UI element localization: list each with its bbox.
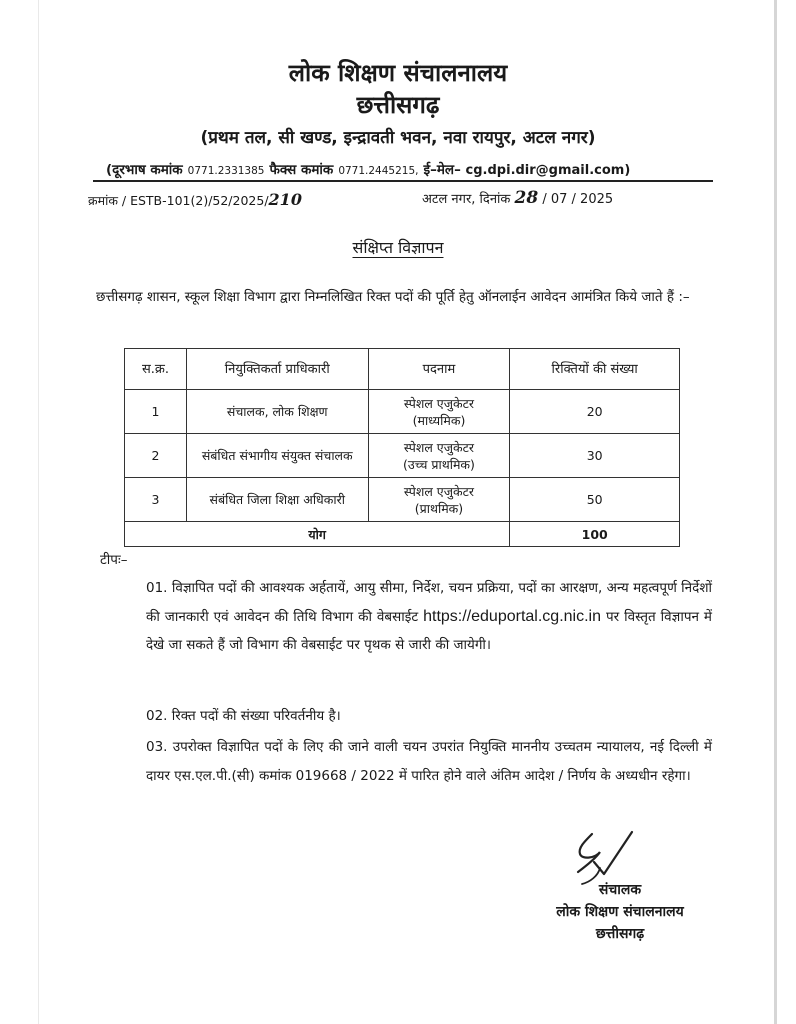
scan-edge-left [38, 0, 39, 1024]
total-label: योग [125, 522, 510, 547]
note-number: 03. [146, 739, 168, 755]
scan-edge-right [774, 0, 777, 1024]
notice-intro: छत्तीसगढ़ शासन, स्कूल शिक्षा विभाग द्वारा निम्नलिखित रिक्त पदों की पूर्ति हेतु ऑनलाईन आवेदन आमंत्रित किये जाते हैं :– [96, 289, 690, 305]
cell-post [368, 478, 510, 522]
date-prefix: अटल नगर, दिनांक [422, 192, 511, 207]
post-level: (प्राथमिक) [414, 500, 464, 516]
note-text-continued: पर विस्तृत विज्ञापन में देखे जा सकते हैं जो विभाग की वेबसाईट पर पृथक से जारी की जायेगी। [146, 608, 713, 653]
cell-post [368, 434, 510, 478]
state-title: छत्तीसगढ़ [356, 91, 440, 119]
cell-sno: 1 [125, 390, 187, 434]
reference-number [88, 190, 302, 209]
signatory-office: लोक शिक्षण संचालनालय [556, 904, 684, 920]
office-address: (प्रथम तल, सी खण्ड, इन्द्रावती भवन, नवा रायपुर, अटल नगर) [200, 128, 596, 148]
cell-count: 50 [510, 478, 680, 522]
signature-mark [570, 828, 650, 888]
signatory-state: छत्तीसगढ़ [595, 926, 645, 942]
date-day-handwritten: 28 [514, 188, 539, 208]
cell-sno: 2 [125, 434, 187, 478]
post-name: स्पेशल एजुकेटर [403, 439, 475, 455]
fax-number: 0771.2445215, [338, 165, 419, 177]
fax-label: फैक्स कमांक [269, 162, 334, 178]
note-text: उपरोक्त विज्ञापित पदों के लिए की जाने वाली चयन उपरांत नियुक्ति माननीय उच्चतम न्यायालय, नई दिल्ली में दायर एस.एल.पी.(सी) कमांक 019668 / 2022 में पारित होने वाले अंतिम आदेश / निर्णय के अध्यधीन रहेगा। [146, 739, 712, 784]
note-item [146, 733, 712, 790]
reference-prefix: क्रमांक / ESTB-101(2)/52/2025/ [88, 193, 269, 208]
post-level: (माध्यमिक) [412, 412, 466, 428]
date-suffix: / 07 / 2025 [542, 192, 614, 207]
note-number: 01. [146, 580, 168, 596]
phone-label: (दूरभाष कमांक [106, 162, 183, 178]
notes-label: टीपः– [100, 552, 128, 568]
contact-line [106, 160, 630, 178]
cell-authority: संबंधित संभागीय संयुक्त संचालक [186, 434, 368, 478]
vacancy-table [124, 348, 680, 547]
note-text: रिक्त पदों की संख्या परिवर्तनीय है। [171, 708, 341, 724]
post-name: स्पेशल एजुकेटर [403, 395, 475, 411]
note-item [146, 574, 712, 660]
reference-date [422, 188, 613, 208]
note-item [146, 702, 712, 731]
reference-handwritten-number: 210 [268, 190, 302, 209]
note-text: विज्ञापित पदों की आवश्यक अर्हतायें, आयु सीमा, निर्देश, चयन प्रक्रिया, पदों का आरक्षण, अन्य महत्वपूर्ण निर्देशों की जानकारी एवं आवेदन की तिथि विभाग की वेबसाईट [146, 580, 713, 625]
post-level: (उच्च प्राथमिक) [403, 456, 475, 472]
header-authority: नियुक्तिकर्ता प्राधिकारी [186, 349, 368, 390]
cell-authority: संचालक, लोक शिक्षण [186, 390, 368, 434]
phone-number: 0771.2331385 [187, 165, 265, 177]
website-link[interactable]: https://eduportal.cg.nic.in [423, 607, 601, 625]
note-number: 02. [146, 708, 168, 724]
cell-authority: संबंधित जिला शिक्षा अधिकारी [186, 478, 368, 522]
cell-post [368, 390, 510, 434]
signatory-title: संचालक [598, 882, 642, 898]
header-count: रिक्तियों की संख्या [510, 349, 680, 390]
post-name: स्पेशल एजुकेटर [403, 483, 475, 499]
cell-count: 30 [510, 434, 680, 478]
table-row [125, 434, 680, 478]
table-total-row [125, 522, 680, 547]
office-title: लोक शिक्षण संचालनालय [288, 59, 508, 87]
header-post: पदनाम [368, 349, 510, 390]
table-row [125, 390, 680, 434]
cell-count: 20 [510, 390, 680, 434]
total-count: 100 [510, 522, 680, 547]
email-label: ई–मेल– [423, 162, 461, 178]
table-row [125, 478, 680, 522]
notice-subject: संक्षिप्त विज्ञापन [352, 238, 444, 257]
table-header-row [125, 349, 680, 390]
cell-sno: 3 [125, 478, 187, 522]
email-address: cg.dpi.dir@gmail.com) [465, 163, 631, 178]
header-divider [93, 180, 713, 182]
header-sno: स.क्र. [125, 349, 187, 390]
